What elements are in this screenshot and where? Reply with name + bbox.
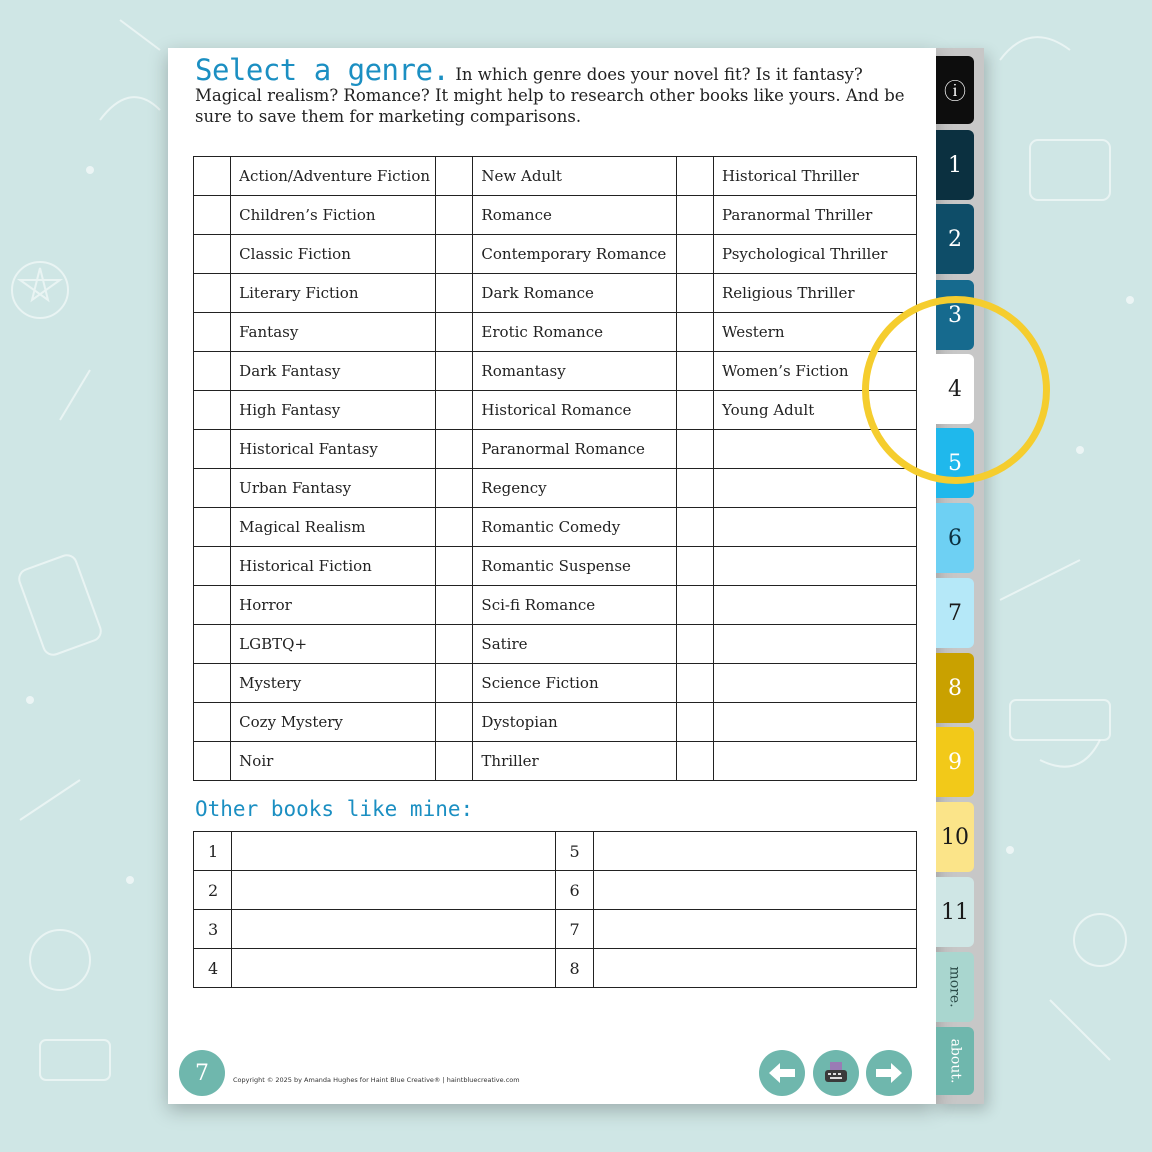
- genre-checkbox[interactable]: [194, 586, 231, 625]
- genre-checkbox[interactable]: [436, 274, 473, 313]
- genre-label: Young Adult: [714, 391, 917, 430]
- genre-label: Cozy Mystery: [231, 703, 436, 742]
- tab-9[interactable]: [936, 727, 974, 797]
- book-title-field[interactable]: [593, 871, 917, 910]
- genre-label: Fantasy: [231, 313, 436, 352]
- genre-checkbox[interactable]: [436, 508, 473, 547]
- tab-7[interactable]: [936, 578, 974, 648]
- info-icon: ⓘ: [943, 79, 966, 105]
- genre-checkbox[interactable]: [194, 469, 231, 508]
- tab-label: 10: [941, 824, 969, 850]
- copyright-text: Copyright © 2025 by Amanda Hughes for Haint Blue Creative® | haintbluecreative.com: [233, 1076, 520, 1084]
- genre-table: [193, 156, 917, 781]
- tab-label: about.: [947, 1038, 963, 1084]
- book-title-field[interactable]: [232, 910, 556, 949]
- genre-checkbox[interactable]: [194, 625, 231, 664]
- genre-checkbox[interactable]: [194, 508, 231, 547]
- table-row: [194, 664, 917, 703]
- table-row: [194, 391, 917, 430]
- tab-label: 5: [948, 450, 962, 476]
- genre-checkbox[interactable]: [194, 664, 231, 703]
- book-number: 5: [555, 832, 593, 871]
- genre-label: [714, 469, 917, 508]
- previous-page-button[interactable]: [759, 1050, 805, 1096]
- book-title-field[interactable]: [232, 832, 556, 871]
- genre-checkbox[interactable]: [676, 235, 713, 274]
- tab-label: 4: [948, 376, 962, 402]
- genre-label: Magical Realism: [231, 508, 436, 547]
- table-row: [194, 313, 917, 352]
- tab-8[interactable]: [936, 653, 974, 723]
- genre-label: Historical Romance: [473, 391, 676, 430]
- genre-checkbox[interactable]: [436, 703, 473, 742]
- genre-label: Religious Thriller: [714, 274, 917, 313]
- book-title-field[interactable]: [593, 910, 917, 949]
- genre-checkbox[interactable]: [676, 274, 713, 313]
- genre-label: Romance: [473, 196, 676, 235]
- tab-10[interactable]: [936, 802, 974, 872]
- table-row: [194, 949, 917, 988]
- genre-checkbox[interactable]: [194, 352, 231, 391]
- genre-checkbox[interactable]: [676, 352, 713, 391]
- tab-label: 6: [948, 525, 962, 551]
- other-books-table: [193, 831, 917, 988]
- genre-label: Paranormal Thriller: [714, 196, 917, 235]
- genre-checkbox[interactable]: [194, 235, 231, 274]
- genre-checkbox[interactable]: [436, 430, 473, 469]
- tab-label: 11: [941, 899, 969, 925]
- book-title-field[interactable]: [593, 949, 917, 988]
- genre-checkbox[interactable]: [194, 157, 231, 196]
- genre-label: Children’s Fiction: [231, 196, 436, 235]
- genre-checkbox[interactable]: [676, 508, 713, 547]
- genre-label: Literary Fiction: [231, 274, 436, 313]
- tab-more[interactable]: [936, 952, 974, 1022]
- genre-label: New Adult: [473, 157, 676, 196]
- genre-checkbox[interactable]: [436, 547, 473, 586]
- genre-label: Satire: [473, 625, 676, 664]
- book-number: 3: [194, 910, 232, 949]
- table-row: [194, 586, 917, 625]
- genre-label: Historical Fantasy: [231, 430, 436, 469]
- tab-6[interactable]: [936, 503, 974, 573]
- home-button[interactable]: [813, 1050, 859, 1096]
- genre-checkbox[interactable]: [194, 742, 231, 781]
- genre-checkbox[interactable]: [436, 469, 473, 508]
- genre-checkbox[interactable]: [676, 430, 713, 469]
- genre-label: [714, 547, 917, 586]
- tab-1[interactable]: [936, 130, 974, 200]
- tab-label: 3: [948, 302, 962, 328]
- genre-checkbox[interactable]: [676, 196, 713, 235]
- genre-label: Romantic Suspense: [473, 547, 676, 586]
- book-number: 4: [194, 949, 232, 988]
- tab-11[interactable]: [936, 877, 974, 947]
- genre-label: Science Fiction: [473, 664, 676, 703]
- genre-checkbox[interactable]: [194, 547, 231, 586]
- genre-checkbox[interactable]: [676, 703, 713, 742]
- page-heading: Select a genre.: [195, 53, 450, 87]
- genre-label: Classic Fiction: [231, 235, 436, 274]
- arrow-left-icon: [767, 1061, 797, 1085]
- tab-label: more.: [947, 966, 964, 1008]
- genre-label: Dark Romance: [473, 274, 676, 313]
- genre-checkbox[interactable]: [676, 742, 713, 781]
- table-row: [194, 871, 917, 910]
- genre-label: [714, 703, 917, 742]
- typewriter-icon: [821, 1058, 851, 1088]
- genre-label: LGBTQ+: [231, 625, 436, 664]
- table-row: [194, 910, 917, 949]
- genre-checkbox[interactable]: [436, 625, 473, 664]
- genre-label: Romantic Comedy: [473, 508, 676, 547]
- tab-label: 2: [948, 226, 962, 252]
- genre-label: [714, 664, 917, 703]
- genre-checkbox[interactable]: [194, 196, 231, 235]
- genre-checkbox[interactable]: [436, 196, 473, 235]
- tab-info[interactable]: [936, 56, 974, 124]
- genre-label: [714, 625, 917, 664]
- genre-label: Romantasy: [473, 352, 676, 391]
- genre-label: [714, 586, 917, 625]
- genre-checkbox[interactable]: [436, 157, 473, 196]
- genre-checkbox[interactable]: [194, 703, 231, 742]
- table-row: [194, 703, 917, 742]
- book-number: 8: [555, 949, 593, 988]
- tab-label: 9: [948, 749, 962, 775]
- tab-2[interactable]: [936, 204, 974, 274]
- genre-label: Noir: [231, 742, 436, 781]
- genre-checkbox[interactable]: [194, 391, 231, 430]
- genre-checkbox[interactable]: [436, 235, 473, 274]
- table-row: [194, 235, 917, 274]
- book-number: 7: [555, 910, 593, 949]
- arrow-right-icon: [874, 1061, 904, 1085]
- genre-label: Psychological Thriller: [714, 235, 917, 274]
- genre-checkbox[interactable]: [194, 313, 231, 352]
- genre-label: Paranormal Romance: [473, 430, 676, 469]
- page-number-badge: 7: [179, 1050, 225, 1096]
- table-row: [194, 430, 917, 469]
- table-row: [194, 469, 917, 508]
- genre-checkbox[interactable]: [676, 586, 713, 625]
- genre-label: Erotic Romance: [473, 313, 676, 352]
- table-row: [194, 832, 917, 871]
- book-title-field[interactable]: [232, 949, 556, 988]
- table-row: [194, 196, 917, 235]
- book-title-field[interactable]: [232, 871, 556, 910]
- genre-checkbox[interactable]: [436, 664, 473, 703]
- table-row: [194, 352, 917, 391]
- intro-paragraph: [195, 53, 920, 127]
- book-number: 6: [555, 871, 593, 910]
- genre-label: Urban Fantasy: [231, 469, 436, 508]
- book-title-field[interactable]: [593, 832, 917, 871]
- genre-checkbox[interactable]: [194, 430, 231, 469]
- book-number: 1: [194, 832, 232, 871]
- genre-label: Action/Adventure Fiction: [231, 157, 436, 196]
- table-row: [194, 157, 917, 196]
- intro-text: In which genre does your novel fit? Is it fantasy? Magical realism? Romance? It might help to research other books like yours. And be sure to save them for marketing comparisons.: [195, 65, 905, 126]
- other-books-heading: Other books like mine:: [195, 797, 474, 821]
- table-row: [194, 547, 917, 586]
- genre-checkbox[interactable]: [676, 469, 713, 508]
- genre-label: Horror: [231, 586, 436, 625]
- genre-label: Regency: [473, 469, 676, 508]
- tab-about[interactable]: [936, 1027, 974, 1095]
- genre-checkbox[interactable]: [676, 313, 713, 352]
- genre-checkbox[interactable]: [676, 391, 713, 430]
- table-row: [194, 274, 917, 313]
- table-row: [194, 625, 917, 664]
- genre-label: Thriller: [473, 742, 676, 781]
- genre-checkbox[interactable]: [436, 586, 473, 625]
- next-page-button[interactable]: [866, 1050, 912, 1096]
- genre-label: Western: [714, 313, 917, 352]
- genre-label: Historical Thriller: [714, 157, 917, 196]
- genre-checkbox[interactable]: [436, 391, 473, 430]
- table-row: [194, 508, 917, 547]
- genre-label: Dystopian: [473, 703, 676, 742]
- genre-label: Mystery: [231, 664, 436, 703]
- highlight-circle: [862, 296, 1050, 484]
- table-row: [194, 742, 917, 781]
- genre-checkbox[interactable]: [436, 742, 473, 781]
- book-number: 2: [194, 871, 232, 910]
- genre-label: Contemporary Romance: [473, 235, 676, 274]
- genre-checkbox[interactable]: [676, 157, 713, 196]
- genre-checkbox[interactable]: [676, 547, 713, 586]
- genre-label: Dark Fantasy: [231, 352, 436, 391]
- genre-label: Women’s Fiction: [714, 352, 917, 391]
- tab-label: 1: [948, 152, 962, 178]
- tab-label: 7: [948, 600, 962, 626]
- genre-label: High Fantasy: [231, 391, 436, 430]
- genre-label: Sci-fi Romance: [473, 586, 676, 625]
- genre-checkbox[interactable]: [194, 274, 231, 313]
- genre-checkbox[interactable]: [436, 352, 473, 391]
- genre-checkbox[interactable]: [676, 625, 713, 664]
- genre-label: [714, 508, 917, 547]
- tab-label: 8: [948, 675, 962, 701]
- genre-label: [714, 742, 917, 781]
- genre-checkbox[interactable]: [436, 313, 473, 352]
- genre-checkbox[interactable]: [676, 664, 713, 703]
- genre-label: Historical Fiction: [231, 547, 436, 586]
